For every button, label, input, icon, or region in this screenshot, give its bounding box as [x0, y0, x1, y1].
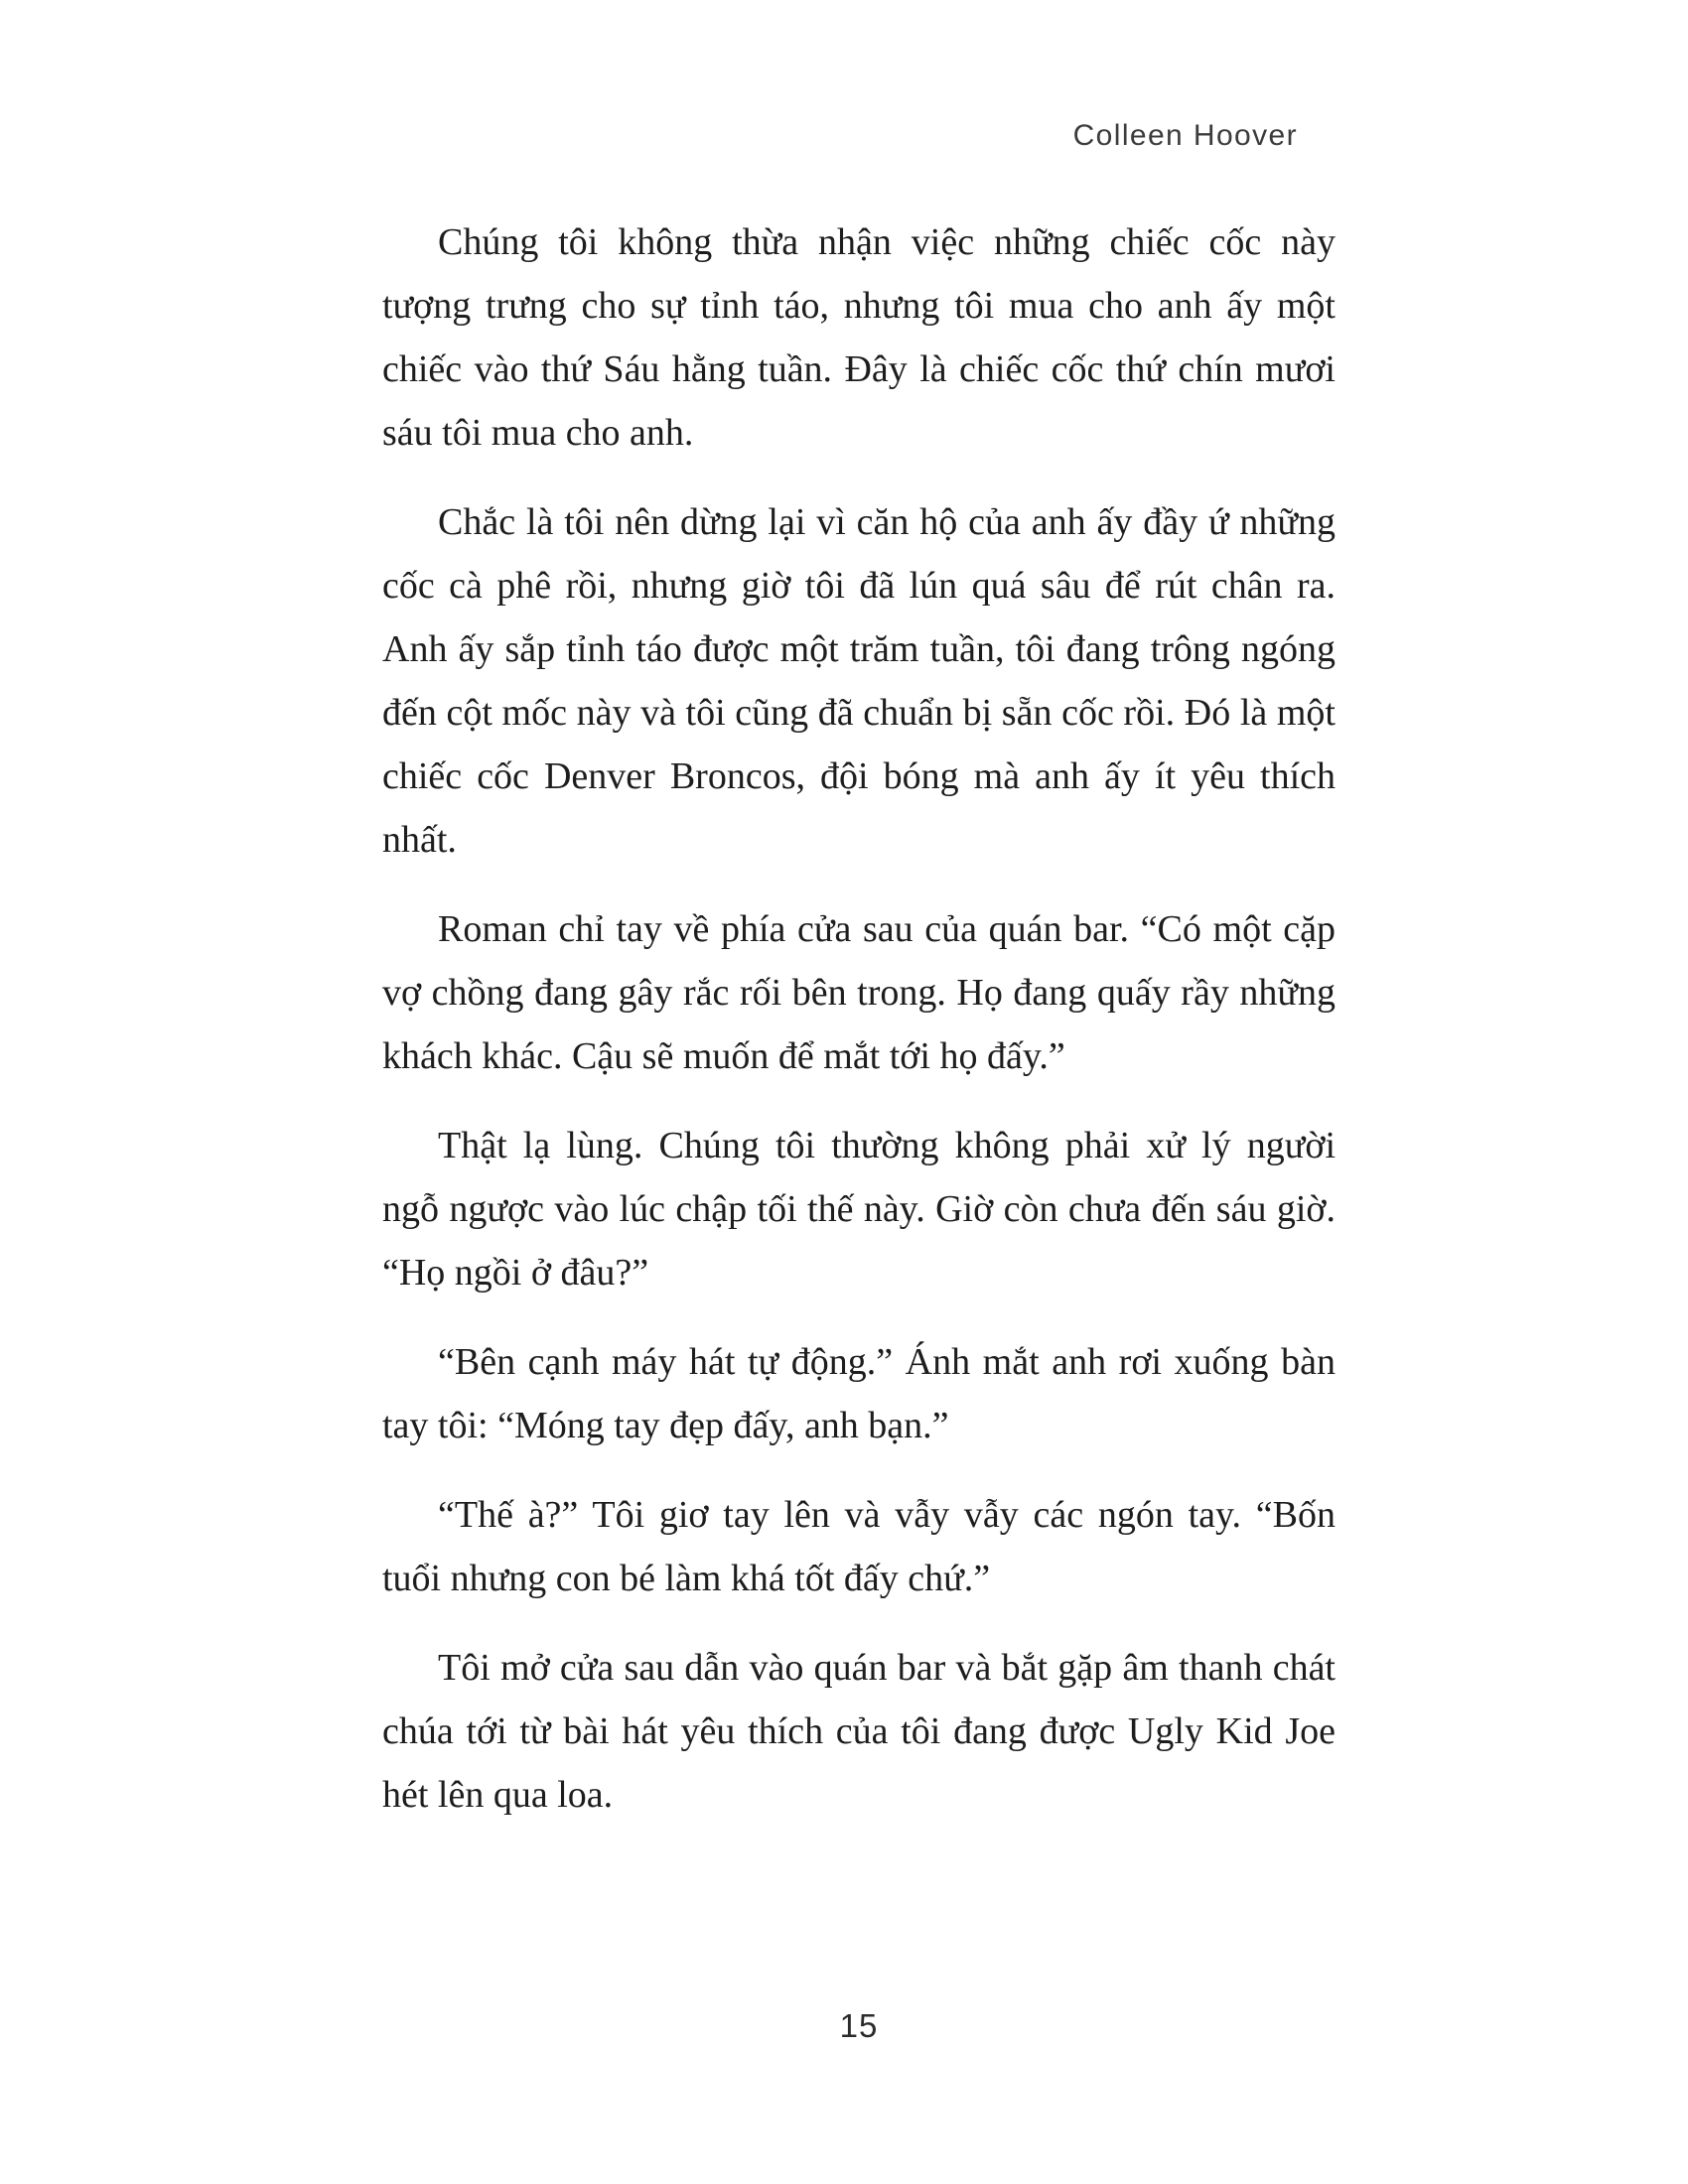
paragraph: Tôi mở cửa sau dẫn vào quán bar và bắt gặp âm thanh chát chúa tới từ bài hát yêu thích của tôi đang được Ugly Kid Joe hét lên qua loa. [382, 1647, 1336, 1816]
page-number: 15 [839, 2007, 879, 2044]
paragraph: Thật lạ lùng. Chúng tôi thường không phải xử lý người ngỗ ngược vào lúc chập tối thế này. Giờ còn chưa đến sáu giờ. “Họ ngồi ở đâu?” [382, 1125, 1336, 1294]
paragraph: Chúng tôi không thừa nhận việc những chiếc cốc này tượng trưng cho sự tỉnh táo, nhưng tôi mua cho anh ấy một chiếc vào thứ Sáu hằng tuần. Đây là chiếc cốc thứ chín mươi sáu tôi mua cho anh. [382, 221, 1336, 454]
paragraph: Chắc là tôi nên dừng lại vì căn hộ của anh ấy đầy ứ những cốc cà phê rồi, nhưng giờ tôi đã lún quá sâu để rút chân ra. Anh ấy sắp tỉnh táo được một trăm tuần, tôi đang trông ngóng đến cột mốc này và tôi cũng đã chuẩn bị sẵn cốc rồi. Đó là một chiếc cốc Denver Broncos, đội bóng mà anh ấy ít yêu thích nhất. [382, 501, 1336, 861]
paragraph: “Thế à?” Tôi giơ tay lên và vẫy vẫy các ngón tay. “Bốn tuổi nhưng con bé làm khá tốt đấy chứ.” [382, 1494, 1336, 1599]
paragraph: “Bên cạnh máy hát tự động.” Ánh mắt anh rơi xuống bàn tay tôi: “Móng tay đẹp đấy, anh bạn.” [382, 1341, 1336, 1446]
running-header: Colleen Hoover [1072, 119, 1298, 152]
paragraph: Roman chỉ tay về phía cửa sau của quán bar. “Có một cặp vợ chồng đang gây rắc rối bên trong. Họ đang quấy rầy những khách khác. Cậu sẽ muốn để mắt tới họ đấy.” [382, 908, 1336, 1077]
body-text [382, 210, 1336, 1852]
